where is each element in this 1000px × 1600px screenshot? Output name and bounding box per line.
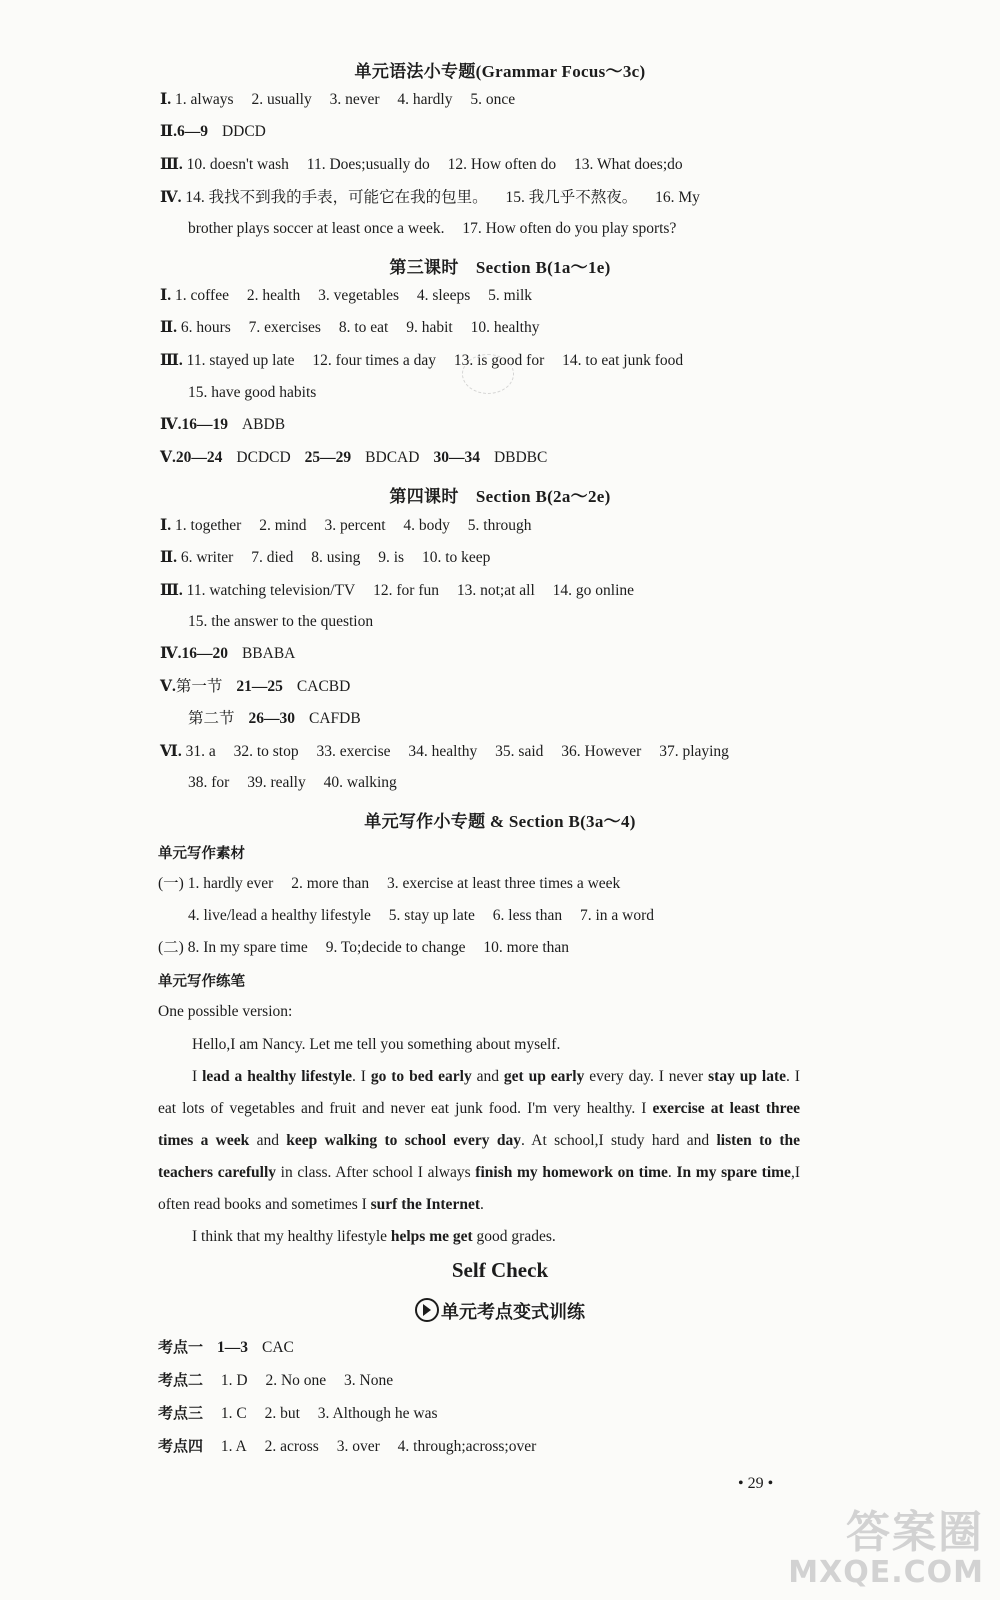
answer-range: 1—3	[217, 1339, 249, 1356]
answer-item: 3. exercise at least three times a week	[387, 875, 621, 892]
answer-letters: BBABA	[241, 645, 296, 662]
site-watermark-logo	[788, 1496, 990, 1592]
writing-material-label: 单元写作素材	[158, 846, 245, 862]
s1-row-2	[160, 122, 266, 142]
answer-item: 40. walking	[323, 774, 397, 791]
answer-range: 20—24	[175, 449, 223, 466]
key-phrase: finish my homework on time	[475, 1164, 668, 1181]
s3-row-2	[160, 548, 504, 568]
answer-item: 2. No one	[265, 1372, 327, 1389]
key-phrase: keep walking to school every day	[286, 1132, 521, 1149]
answer-item: 1. coffee	[175, 287, 229, 304]
answer-item: 8. to eat	[338, 319, 389, 336]
key-phrase: stay up late	[708, 1068, 786, 1085]
unit-exam-points-label: 单元考点变式训练	[441, 1302, 585, 1322]
answer-item: 2. usually	[251, 91, 312, 108]
answer-item: 8. In my spare time	[187, 939, 308, 956]
row-number: Ⅴ.	[160, 449, 176, 466]
row-number: Ⅴ.	[160, 678, 176, 695]
answer-item: 3. never	[329, 91, 380, 108]
s1-row-4	[160, 188, 700, 208]
answer-item: 1. hardly ever	[187, 875, 274, 892]
key-phrase: lead a healthy lifestyle	[202, 1068, 352, 1085]
answer-item: 4. hardly	[397, 91, 453, 108]
row-number: Ⅰ.	[160, 91, 172, 108]
answer-item: 3. Although he was	[317, 1405, 438, 1422]
s2-row-1	[160, 286, 546, 306]
answer-item: 34. healthy	[408, 743, 478, 760]
answer-item: 5. stay up late	[388, 907, 475, 924]
answer-item: 5. milk	[488, 287, 533, 304]
answer-item: 10. doesn't wash	[186, 156, 289, 173]
possible-version-label: One possible version:	[158, 1003, 293, 1020]
exam-point-label: 考点三	[158, 1406, 204, 1422]
answer-item: 10. more than	[483, 939, 570, 956]
s4-group-1-line-1	[158, 874, 634, 894]
s4-group-2	[158, 938, 583, 958]
key-phrase: listen to the teachers carefully	[158, 1132, 800, 1181]
key-phrase: helps me get	[390, 1228, 473, 1245]
answer-item: 10. healthy	[470, 319, 540, 336]
s3-row-5	[160, 677, 350, 697]
faint-stamp-mark	[462, 354, 514, 394]
answer-item: 7. in a word	[579, 907, 654, 924]
row-number: Ⅱ.	[160, 123, 177, 140]
row-number: Ⅱ.	[160, 549, 177, 566]
exam-point-label: 考点二	[158, 1373, 204, 1389]
exam-point-label: 考点四	[158, 1439, 204, 1455]
answer-item: 9. To;decide to change	[325, 939, 466, 956]
s3-row-6	[160, 742, 743, 762]
answer-range: 16—20	[181, 645, 228, 662]
unit-exam-points-title	[0, 1298, 1000, 1324]
row-number: Ⅲ.	[160, 156, 183, 173]
answer-item: 12. four times a day	[312, 352, 436, 369]
answer-item: 5. once	[470, 91, 516, 108]
row-number: Ⅳ.	[160, 416, 182, 433]
s3-row-4	[160, 644, 295, 664]
answer-item: 12. How often do	[447, 156, 557, 173]
part-label: 第一节	[175, 678, 223, 695]
self-check-title: Self Check	[451, 1258, 549, 1282]
answer-range: 16—19	[181, 416, 228, 433]
exam-point-label: 考点一	[158, 1340, 204, 1356]
group-number: (二)	[158, 939, 184, 956]
answer-item: 1. A	[220, 1438, 247, 1455]
exam-point-4	[158, 1437, 550, 1457]
s4-group-1-line-2	[188, 906, 668, 926]
answer-item: 16. My	[655, 189, 700, 206]
answer-item: 1. C	[220, 1405, 247, 1422]
s2-row-4	[160, 415, 285, 435]
s3-row-5-cont	[188, 709, 361, 729]
row-number: Ⅳ.	[160, 645, 182, 662]
answer-item: 4. sleeps	[416, 287, 471, 304]
answer-item: 3. vegetables	[318, 287, 399, 304]
answer-item: 32. to stop	[233, 743, 299, 760]
answer-item: 39. really	[247, 774, 306, 791]
s3-row-3	[160, 581, 648, 601]
key-phrase: go to bed early	[370, 1068, 472, 1085]
answer-item: 35. said	[495, 743, 544, 760]
exam-point-3	[158, 1404, 451, 1424]
essay-paragraph-3: I think that my healthy lifestyle helps me get good grades.	[192, 1228, 556, 1245]
answer-item: 11. Does;usually do	[306, 156, 430, 173]
answer-letters: ABDB	[241, 416, 286, 433]
s2-row-2	[160, 318, 553, 338]
row-number: Ⅱ.	[160, 319, 177, 336]
answer-item: 1. together	[175, 517, 242, 534]
writing-topic-title: 单元写作小专题 & Section B(3a～4)	[364, 812, 636, 831]
answer-item: 3. percent	[324, 517, 386, 534]
answer-item: 13. What does;do	[574, 156, 683, 173]
exam-point-1	[158, 1338, 294, 1358]
answer-item: 37. playing	[659, 743, 729, 760]
answer-item: 17. How often do you play sports?	[462, 220, 677, 237]
answer-item: 11. stayed up late	[186, 352, 295, 369]
s3-row-3-cont: 15. the answer to the question	[188, 613, 374, 630]
answer-item: 31. a	[185, 743, 216, 760]
s2-row-5	[160, 448, 547, 468]
key-phrase: In my spare time	[676, 1164, 791, 1181]
lesson-3-title: 第三课时 Section B(1a～1e)	[389, 258, 611, 277]
watermark-cn-text: 答案圈	[846, 1507, 984, 1558]
exam-point-2	[158, 1371, 407, 1391]
answer-item: 2. across	[264, 1438, 319, 1455]
answer-letters: CACBD	[296, 678, 351, 695]
answer-item: 38. for	[188, 774, 230, 791]
answer-item: 6. less than	[492, 907, 563, 924]
answer-letters: DDCD	[221, 123, 266, 140]
answer-item: 2. more than	[291, 875, 370, 892]
answer-range: 26—30	[248, 710, 296, 727]
answer-item: 6. hours	[180, 319, 231, 336]
lesson-4-title: 第四课时 Section B(2a～2e)	[389, 487, 611, 506]
group-number: (一)	[158, 875, 184, 892]
key-phrase: get up early	[503, 1068, 585, 1085]
answer-item: 2. health	[246, 287, 301, 304]
answer-letters: CAC	[262, 1339, 294, 1356]
key-phrase: exercise at least three times a week	[158, 1100, 800, 1149]
row-number: Ⅰ.	[160, 517, 172, 534]
answer-letters: BDCAD	[365, 449, 420, 466]
answer-item: 33. exercise	[316, 743, 391, 760]
answer-item: 13. not;at all	[456, 582, 535, 599]
s3-row-6-cont	[188, 773, 411, 793]
answer-item: 9. habit	[406, 319, 453, 336]
answer-letters: DCDCD	[236, 449, 291, 466]
answer-item: 4. body	[403, 517, 450, 534]
key-phrase: surf the Internet	[370, 1196, 480, 1213]
answer-item: 36. However	[561, 743, 642, 760]
answer-item: 3. None	[344, 1372, 394, 1389]
answer-range: 30—34	[433, 449, 480, 466]
answer-item: 7. exercises	[248, 319, 321, 336]
s2-row-3-cont: 15. have good habits	[188, 384, 317, 401]
answer-item: brother plays soccer at least once a week.	[188, 220, 445, 237]
essay-paragraph-1	[158, 1029, 800, 1061]
answer-item: 2. but	[264, 1405, 300, 1422]
part-label: 第二节	[188, 710, 235, 727]
s3-row-1	[160, 516, 546, 536]
answer-item: 14. go online	[552, 582, 635, 599]
answer-item: 6. writer	[180, 549, 234, 566]
answer-range: 6—9	[176, 123, 208, 140]
answer-item: 3. over	[336, 1438, 380, 1455]
answer-item: 5. through	[467, 517, 532, 534]
answer-item: 14. to eat junk food	[562, 352, 684, 369]
s1-row-3	[160, 155, 697, 175]
s1-row-1	[160, 90, 529, 110]
writing-practice-label: 单元写作练笔	[158, 974, 245, 990]
s1-row-4-cont	[188, 219, 676, 239]
row-number: Ⅳ.	[160, 189, 182, 206]
answer-range: 21—25	[236, 678, 283, 695]
page-number: • 29 •	[738, 1475, 774, 1492]
answer-item: 14. 我找不到我的手表，可能它在我的包里。	[185, 189, 488, 206]
answer-item: 4. through;across;over	[397, 1438, 537, 1455]
answer-item: 15. 我几乎不熬夜。	[505, 189, 638, 206]
essay-text: Hello,I am Nancy. Let me tell you something about myself.	[192, 1036, 561, 1053]
row-number: Ⅲ.	[160, 582, 183, 599]
answer-item: 2. mind	[259, 517, 307, 534]
answer-item: 4. live/lead a healthy lifestyle	[188, 907, 371, 924]
row-number: Ⅰ.	[160, 287, 172, 304]
answer-item: 12. for fun	[373, 582, 439, 599]
answer-item: 8. using	[311, 549, 361, 566]
answer-range: 25—29	[304, 449, 352, 466]
answer-item: 10. to keep	[421, 549, 491, 566]
answer-item: 11. watching television/TV	[186, 582, 356, 599]
row-number: Ⅲ.	[160, 352, 183, 369]
s2-row-3	[160, 351, 697, 371]
answer-letters: DBDBC	[493, 449, 548, 466]
answer-letters: CAFDB	[309, 710, 361, 727]
answer-item: 1. always	[175, 91, 234, 108]
row-number: Ⅵ.	[160, 743, 182, 760]
grammar-focus-title: 单元语法小专题(Grammar Focus～3c)	[354, 62, 646, 81]
arrow-circle-icon	[415, 1298, 439, 1322]
essay-paragraph-2: I lead a healthy lifestyle. I go to bed early and get up early every day. I never stay up late. I eat lots of vegetables and fruit and never eat junk food. I'm very healthy. I exercise at least three times a week and keep walking to school every day. At school,I study hard and listen to the teachers carefully in class. After school I always finish my homework on time. In my spare time,I often read books and sometimes I surf the Internet.	[158, 1068, 800, 1213]
watermark-en-text: MXQE.COM	[788, 1555, 984, 1590]
answer-item: 9. is	[378, 549, 405, 566]
answer-item: 13. is good for	[453, 352, 545, 369]
answer-item: 1. D	[220, 1372, 248, 1389]
answer-item: 7. died	[251, 549, 294, 566]
